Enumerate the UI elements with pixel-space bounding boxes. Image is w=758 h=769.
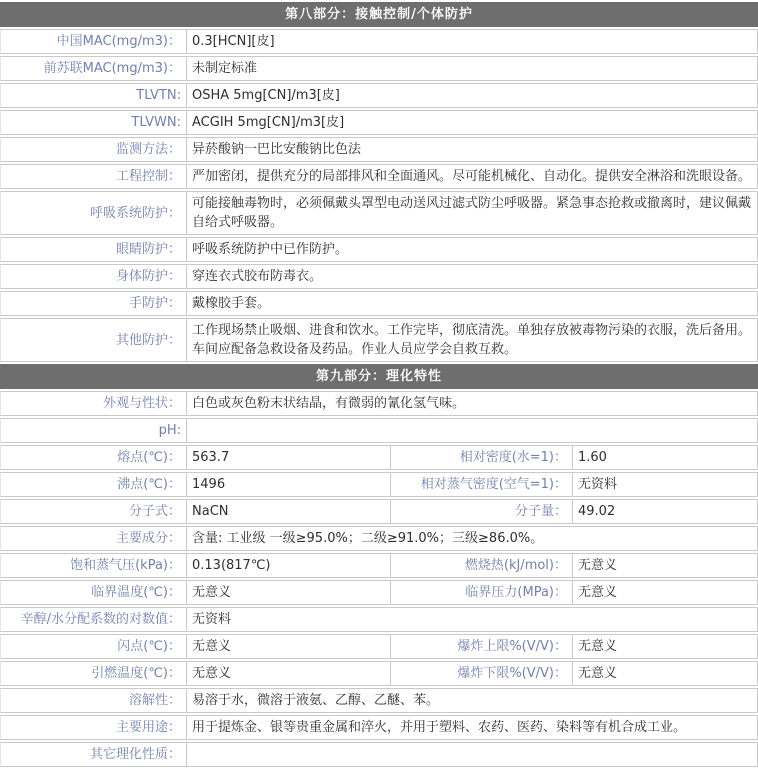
table-row xyxy=(0,137,758,162)
table-row xyxy=(0,391,758,416)
row-label: 溶解性： xyxy=(0,688,186,713)
row-label-2: 燃烧热(kJ/mol)： xyxy=(390,553,572,578)
row-value: 呼吸系统防护中已作防护。 xyxy=(186,237,758,262)
row-value-2: 无意义 xyxy=(572,661,758,686)
row-label: 主要用途： xyxy=(0,715,186,740)
row-label: 前苏联MAC(mg/m3)： xyxy=(0,56,186,81)
row-value: 无资料 xyxy=(186,607,758,632)
row-label: pH: xyxy=(0,418,186,443)
row-label: 身体防护： xyxy=(0,264,186,289)
row-label: 主要成分： xyxy=(0,526,186,551)
table-row xyxy=(0,526,758,551)
row-value: 工作现场禁止吸烟、进食和饮水。工作完毕，彻底清洗。单独存放被毒物污染的衣服，洗后备用。车间应配备急救设备及药品。作业人员应学会自救互救。 xyxy=(186,318,758,362)
table-row xyxy=(0,580,758,605)
section-title: 第八部分：接触控制/个体防护 xyxy=(0,2,758,27)
row-label: 引燃温度(℃)： xyxy=(0,661,186,686)
table-row xyxy=(0,164,758,189)
row-value-2: 无意义 xyxy=(572,580,758,605)
row-value: 0.3[HCN][皮] xyxy=(186,29,758,54)
table-row xyxy=(0,237,758,262)
table-row xyxy=(0,607,758,632)
row-value: 未制定标准 xyxy=(186,56,758,81)
row-label: 辛醇/水分配系数的对数值： xyxy=(0,607,186,632)
table-row xyxy=(0,56,758,81)
table-row xyxy=(0,29,758,54)
row-label: 工程控制： xyxy=(0,164,186,189)
table-row xyxy=(0,191,758,235)
table-row xyxy=(0,83,758,108)
row-label: 其他防护： xyxy=(0,318,186,362)
row-label: 眼睛防护： xyxy=(0,237,186,262)
row-value: 用于提炼金、银等贵重金属和淬火，并用于塑料、农药、医药、染料等有机合成工业。 xyxy=(186,715,758,740)
row-value-2: 无意义 xyxy=(572,634,758,659)
table-row xyxy=(0,291,758,316)
row-label: 沸点(℃)： xyxy=(0,472,186,497)
row-label: 监测方法： xyxy=(0,137,186,162)
row-value-2: 49.02 xyxy=(572,499,758,524)
table-row xyxy=(0,264,758,289)
row-value-2: 无意义 xyxy=(572,553,758,578)
row-value-2: 1.60 xyxy=(572,445,758,470)
row-label: 手防护： xyxy=(0,291,186,316)
table-row xyxy=(0,472,758,497)
row-value: 可能接触毒物时，必须佩戴头罩型电动送风过滤式防尘呼吸器。紧急事态抢救或撤离时，建议佩戴自给式呼吸器。 xyxy=(186,191,758,235)
row-value: 0.13(817℃) xyxy=(186,553,390,578)
table-row xyxy=(0,688,758,713)
row-label-2: 相对密度(水=1)： xyxy=(390,445,572,470)
row-label: 熔点(℃)： xyxy=(0,445,186,470)
msds-table-body xyxy=(0,2,758,767)
row-value: 1496 xyxy=(186,472,390,497)
row-label-2: 相对蒸气密度(空气=1)： xyxy=(390,472,572,497)
row-value: OSHA 5mg[CN]/m3[皮] xyxy=(186,83,758,108)
row-value xyxy=(186,418,758,443)
row-label: TLVWN: xyxy=(0,110,186,135)
table-row xyxy=(0,445,758,470)
row-label-2: 爆炸下限%(V/V)： xyxy=(390,661,572,686)
row-value: NaCN xyxy=(186,499,390,524)
table-row xyxy=(0,661,758,686)
section-header-row xyxy=(0,2,758,27)
row-label: 分子式： xyxy=(0,499,186,524)
row-label: 呼吸系统防护： xyxy=(0,191,186,235)
table-row xyxy=(0,110,758,135)
row-value: 异菸酸钠一巴比安酸钠比色法 xyxy=(186,137,758,162)
row-label-2: 爆炸上限%(V/V)： xyxy=(390,634,572,659)
row-label: TLVTN: xyxy=(0,83,186,108)
row-label-2: 临界压力(MPa)： xyxy=(390,580,572,605)
row-label-2: 分子量： xyxy=(390,499,572,524)
table-row xyxy=(0,418,758,443)
row-label: 饱和蒸气压(kPa)： xyxy=(0,553,186,578)
table-row xyxy=(0,318,758,362)
row-value: 白色或灰色粉末状结晶，有微弱的氰化氢气味。 xyxy=(186,391,758,416)
row-value: 穿连衣式胶布防毒衣。 xyxy=(186,264,758,289)
table-row xyxy=(0,553,758,578)
section-title: 第九部分：理化特性 xyxy=(0,364,758,389)
section-header-row xyxy=(0,364,758,389)
row-label: 临界温度(℃)： xyxy=(0,580,186,605)
table-row xyxy=(0,499,758,524)
row-value: 无意义 xyxy=(186,634,390,659)
row-value: 含量: 工业级 一级≥95.0%；二级≥91.0%；三级≥86.0%。 xyxy=(186,526,758,551)
row-value: 无意义 xyxy=(186,580,390,605)
row-value: 563.7 xyxy=(186,445,390,470)
row-label: 外观与性状： xyxy=(0,391,186,416)
row-value: ACGIH 5mg[CN]/m3[皮] xyxy=(186,110,758,135)
table-row xyxy=(0,634,758,659)
row-value: 戴橡胶手套。 xyxy=(186,291,758,316)
row-label: 其它理化性质： xyxy=(0,742,186,767)
table-row xyxy=(0,742,758,767)
row-value: 无意义 xyxy=(186,661,390,686)
table-row xyxy=(0,715,758,740)
row-value-2: 无资料 xyxy=(572,472,758,497)
row-value: 严加密闭，提供充分的局部排风和全面通风。尽可能机械化、自动化。提供安全淋浴和洗眼设备。 xyxy=(186,164,758,189)
row-label: 闪点(℃)： xyxy=(0,634,186,659)
row-label: 中国MAC(mg/m3)： xyxy=(0,29,186,54)
row-value: 易溶于水，微溶于液氨、乙醇、乙醚、苯。 xyxy=(186,688,758,713)
row-value xyxy=(186,742,758,767)
